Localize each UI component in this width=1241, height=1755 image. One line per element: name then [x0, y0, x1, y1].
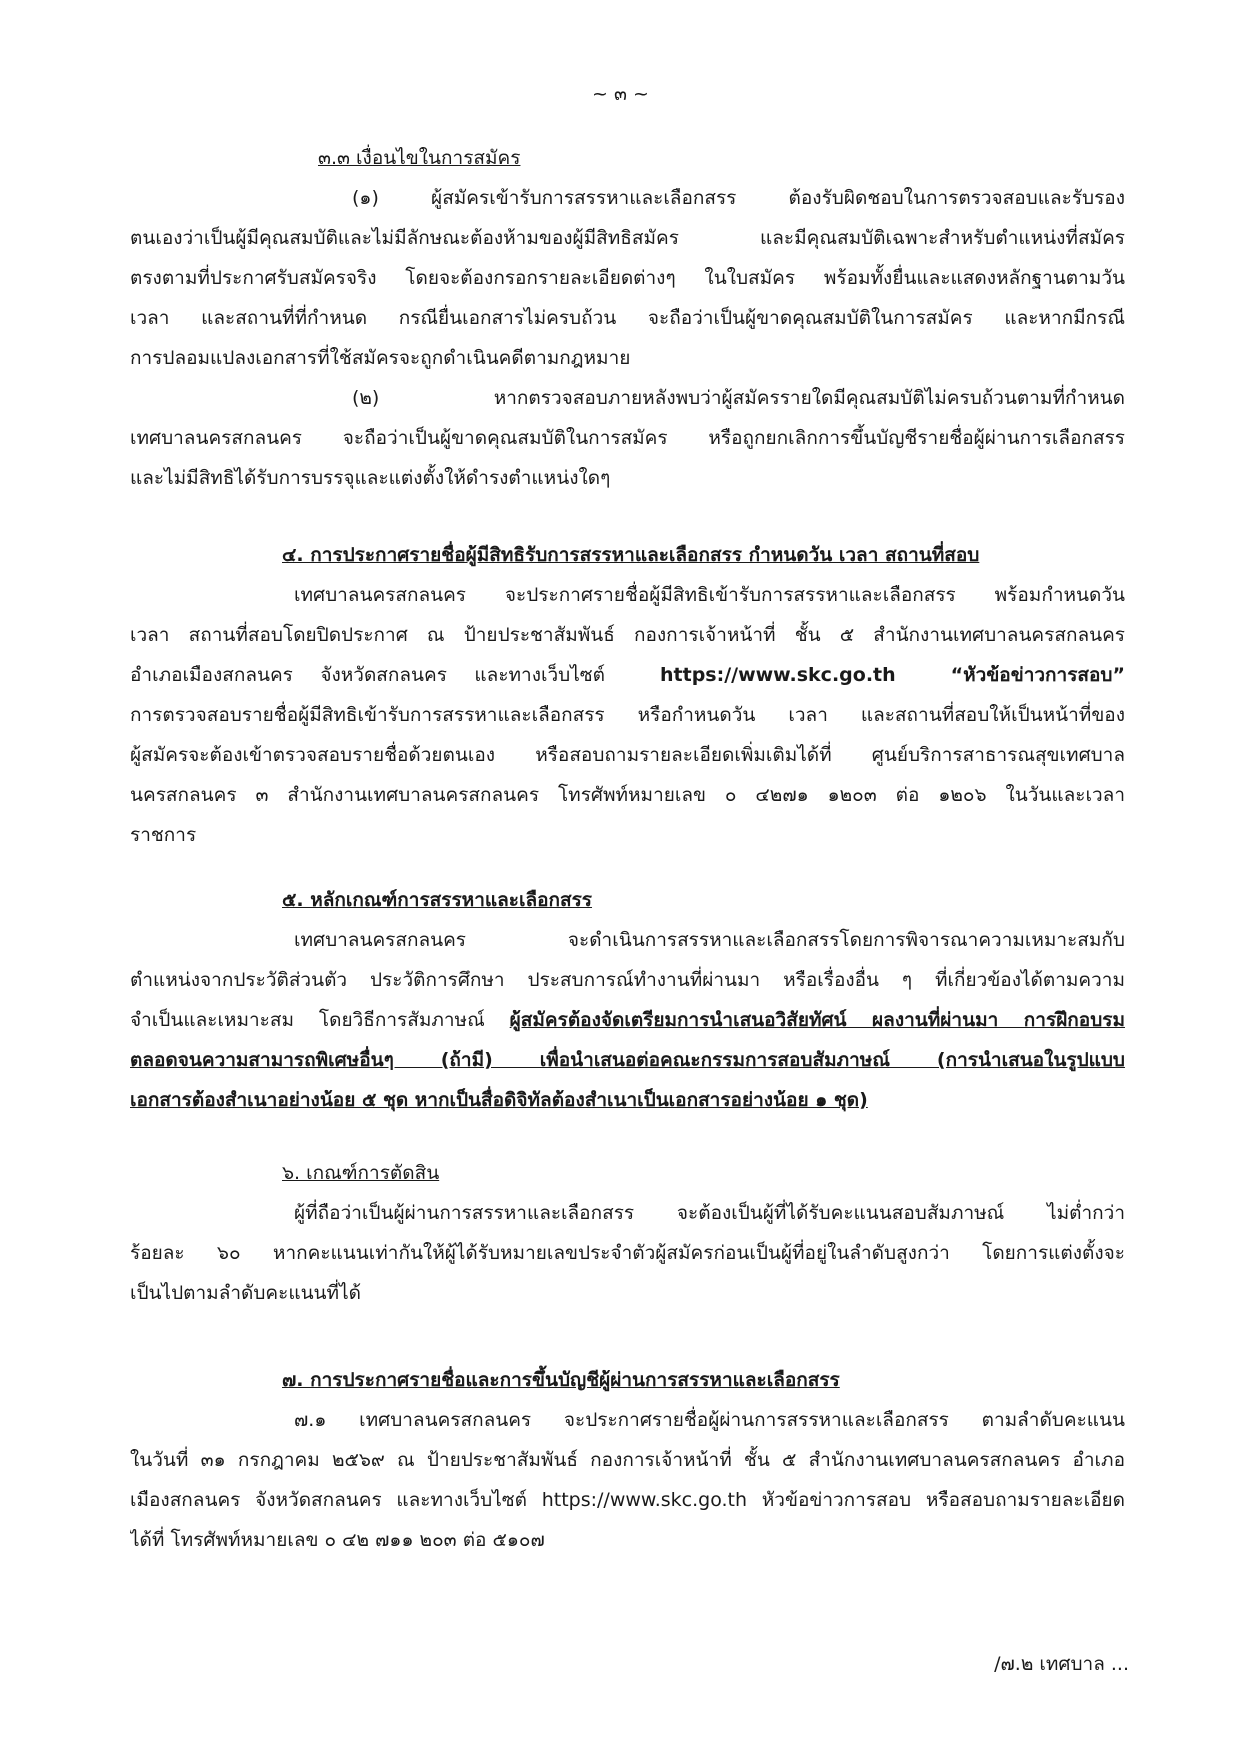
paragraph-line: ในวันที่ ๓๑ กรกฎาคม ๒๕๖๙ ณ ป้ายประชาสัมพันธ์ กองการเจ้าหน้าที่ ชั้น ๕ สำนักงานเทศบาลนครสกลนคร อำเภอ — [130, 1449, 1125, 1471]
page-number: ~ ๓ ~ — [592, 83, 649, 105]
paragraph-line: เวลา และสถานที่ที่กำหนด กรณียื่นเอกสารไม่ครบถ้วน จะถือว่าเป็นผู้ขาดคุณสมบัติในการสมัคร และหากมีกรณี — [130, 307, 1125, 329]
paragraph-line: และไม่มีสิทธิได้รับการบรรจุและแต่งตั้งให้ดำรงตำแหน่งใดๆ — [130, 467, 611, 489]
section-3-3 — [130, 138, 1125, 498]
paragraph-line: การตรวจสอบรายชื่อผู้มีสิทธิเข้ารับการสรรหาและเลือกสรร หรือกำหนดวัน เวลา และสถานที่สอบให้เป็นหน้าที่ของ — [130, 704, 1125, 726]
paragraph-line: เป็นไปตามลำดับคะแนนที่ได้ — [130, 1282, 361, 1304]
paragraph-line: ได้ที่ โทรศัพท์หมายเลข ๐ ๔๒ ๗๑๑ ๒๐๓ ต่อ ๕๑๐๗ — [130, 1529, 545, 1551]
section-7-title: ๗. การประกาศรายชื่อและการขึ้นบัญชีผู้ผ่านการสรรหาและเลือกสรร — [282, 1369, 840, 1391]
paragraph-line: ราชการ — [130, 824, 197, 846]
paragraph-line: นครสกลนคร ๓ สำนักงานเทศบาลนครสกลนคร โทรศัพท์หมายเลข ๐ ๔๒๗๑ ๑๒๐๓ ต่อ ๑๒๐๖ ในวันและเวลา — [130, 784, 1125, 806]
paragraph-line: จำเป็นและเหมาะสม โดยวิธีการสัมภาษณ์ ผู้สมัครต้องจัดเตรียมการนำเสนอวิสัยทัศน์ ผลงานที่ผ่านมา การฝึกอบรม — [130, 1009, 1125, 1031]
paragraph-line: ตรงตามที่ประกาศรับสมัครจริง โดยจะต้องกรอกรายละเอียดต่างๆ ในใบสมัคร พร้อมทั้งยื่นและแสดงหลักฐานตามวัน — [130, 267, 1125, 289]
continuation-note: /๗.๒ เทศบาล ... — [994, 1653, 1129, 1675]
paragraph-line: เอกสารต้องสำเนาอย่างน้อย ๕ ชุด หากเป็นสื่อดิจิทัลต้องสำเนาเป็นเอกสารอย่างน้อย ๑ ชุด) — [130, 1089, 868, 1111]
paragraph-line: เทศบาลนครสกลนคร จะดำเนินการสรรหาและเลือกสรรโดยการพิจารณาความเหมาะสมกับ — [294, 929, 1125, 951]
section-4-title: ๔. การประกาศรายชื่อผู้มีสิทธิรับการสรรหาและเลือกสรร กำหนดวัน เวลา สถานที่สอบ — [282, 544, 980, 566]
section-5-title: ๕. หลักเกณฑ์การสรรหาและเลือกสรร — [282, 889, 593, 911]
section-7 — [130, 1360, 1125, 1560]
section-6-title: ๖. เกณฑ์การตัดสิน — [282, 1162, 440, 1184]
paragraph-line: เมืองสกลนคร จังหวัดสกลนคร และทางเว็บไซต์ https://www.skc.go.th หัวข้อข่าวการสอบ หรือสอบถามรายละเอียด — [130, 1489, 1125, 1511]
paragraph-line: เวลา สถานที่สอบโดยปิดประกาศ ณ ป้ายประชาสัมพันธ์ กองการเจ้าหน้าที่ ชั้น ๕ สำนักงานเทศบาลนครสกลนคร — [130, 624, 1125, 646]
website-url: https://www.skc.go.th — [660, 664, 896, 686]
paragraph-line: ตนเองว่าเป็นผู้มีคุณสมบัติและไม่มีลักษณะต้องห้ามของผู้มีสิทธิสมัคร และมีคุณสมบัติเฉพาะสำหรับตำแหน่งที่สมัคร — [130, 227, 1125, 249]
paragraph-line: ผู้ที่ถือว่าเป็นผู้ผ่านการสรรหาและเลือกสรร จะต้องเป็นผู้ที่ได้รับคะแนนสอบสัมภาษณ์ ไม่ต่ำกว่า — [294, 1202, 1125, 1224]
section-4 — [130, 535, 1125, 855]
paragraph-line: การปลอมแปลงเอกสารที่ใช้สมัครจะถูกดำเนินคดีตามกฎหมาย — [130, 347, 631, 369]
paragraph-line: เทศบาลนครสกลนคร จะถือว่าเป็นผู้ขาดคุณสมบัติในการสมัคร หรือถูกยกเลิกการขึ้นบัญชีรายชื่อผู้ผ่านการเลือกสรร — [130, 427, 1125, 449]
paragraph-line: (๑) ผู้สมัครเข้ารับการสรรหาและเลือกสรร ต้องรับผิดชอบในการตรวจสอบและรับรอง — [352, 187, 1125, 209]
section-5 — [130, 880, 1125, 1120]
section-6 — [130, 1153, 1125, 1313]
paragraph-line: ผู้สมัครจะต้องเข้าตรวจสอบรายชื่อด้วยตนเอง หรือสอบถามรายละเอียดเพิ่มเติมได้ที่ ศูนย์บริการสาธารณสุขเทศบาล — [130, 744, 1125, 766]
section-3-3-title: ๓.๓ เงื่อนไขในการสมัคร — [318, 147, 521, 169]
paragraph-line: ๗.๑ เทศบาลนครสกลนคร จะประกาศรายชื่อผู้ผ่านการสรรหาและเลือกสรร ตามลำดับคะแนน — [294, 1409, 1125, 1431]
paragraph-line: ตำแหน่งจากประวัติส่วนตัว ประวัติการศึกษา ประสบการณ์ทำงานที่ผ่านมา หรือเรื่องอื่น ๆ ที่เกี่ยวข้องได้ตามความ — [130, 969, 1125, 991]
paragraph-line: เทศบาลนครสกลนคร จะประกาศรายชื่อผู้มีสิทธิเข้ารับการสรรหาและเลือกสรร พร้อมกำหนดวัน — [294, 584, 1125, 606]
paragraph-line: (๒) หากตรวจสอบภายหลังพบว่าผู้สมัครรายใดมีคุณสมบัติไม่ครบถ้วนตามที่กำหนด — [352, 387, 1125, 409]
paragraph-line: ร้อยละ ๖๐ หากคะแนนเท่ากันให้ผู้ได้รับหมายเลขประจำตัวผู้สมัครก่อนเป็นผู้ที่อยู่ในลำดับสูงกว่า โดยการแต่งตั้งจะ — [130, 1242, 1125, 1264]
paragraph-line: ตลอดจนความสามารถพิเศษอื่นๆ (ถ้ามี) เพื่อนำเสนอต่อคณะกรรมการสอบสัมภาษณ์ (การนำเสนอในรูปแบบ — [130, 1049, 1125, 1071]
paragraph-line: อำเภอเมืองสกลนคร จังหวัดสกลนคร และทางเว็บไซต์ https://www.skc.go.th “หัวข้อข่าวการสอบ” — [130, 664, 1125, 686]
